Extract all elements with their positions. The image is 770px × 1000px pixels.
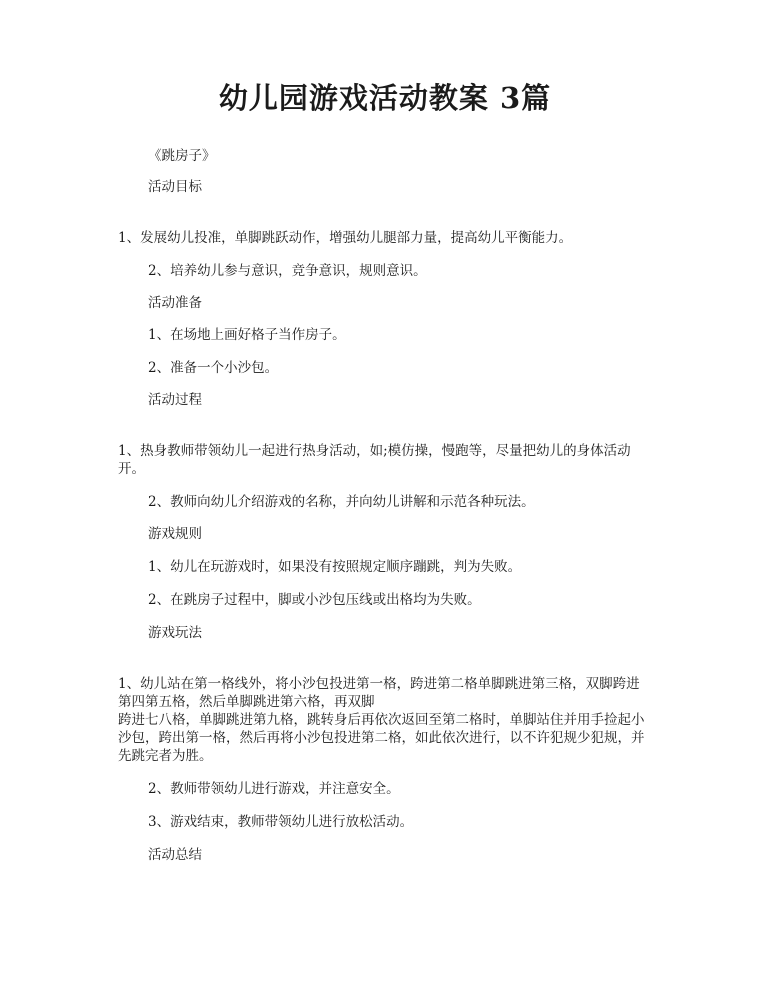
paragraph-rule-1: 1、幼儿在玩游戏时，如果没有按照规定顺序蹦跳，判为失败。 — [148, 559, 522, 575]
paragraph-play-1a: 1、幼儿站在第一格线外，将小沙包投进第一格，跨进第二格单脚跳进第三格，双脚跨进第四第五格，然后单脚跳进第六格，再双脚 — [118, 676, 640, 710]
paragraph-prep-1: 1、在场地上画好格子当作房子。 — [148, 327, 346, 343]
paragraph-process-2: 2、教师向幼儿介绍游戏的名称，并向幼儿讲解和示范各种玩法。 — [148, 494, 535, 510]
paragraph-process-1: 1、热身教师带领幼儿一起进行热身活动，如;模仿操，慢跑等，尽量把幼儿的身体活动开。 — [118, 443, 631, 477]
heading-activity-goals: 活动目标 — [148, 179, 202, 195]
paragraph-play-3: 3、游戏结束，教师带领幼儿进行放松活动。 — [148, 814, 414, 830]
heading-activity-process: 活动过程 — [148, 392, 202, 408]
heading-activity-summary: 活动总结 — [148, 847, 202, 863]
heading-game-play: 游戏玩法 — [148, 625, 202, 641]
document-title: 幼儿园游戏活动教案 3篇 — [218, 81, 552, 115]
paragraph-goal-2: 2、培养幼儿参与意识，竞争意识，规则意识。 — [148, 263, 427, 279]
paragraph-prep-2: 2、准备一个小沙包。 — [148, 360, 279, 376]
paragraph-goal-1: 1、发展幼儿投准，单脚跳跃动作，增强幼儿腿部力量，提高幼儿平衡能力。 — [118, 230, 573, 246]
paragraph-play-1b: 跨进七八格，单脚跳进第九格，跳转身后再依次返回至第二格时，单脚站住并用手捡起小沙包，跨出第一格，然后再将小沙包投进第二格，如此依次进行，以不许犯规少犯规，并先跳完者为胜。 — [118, 712, 645, 764]
paragraph-play-2: 2、教师带领幼儿进行游戏，并注意安全。 — [148, 781, 400, 797]
heading-activity-prep: 活动准备 — [148, 295, 202, 311]
heading-game-rules: 游戏规则 — [148, 526, 202, 542]
section-title-tiaofangzi: 《跳房子》 — [148, 148, 216, 164]
paragraph-rule-2: 2、在跳房子过程中，脚或小沙包压线或出格均为失败。 — [148, 592, 481, 608]
